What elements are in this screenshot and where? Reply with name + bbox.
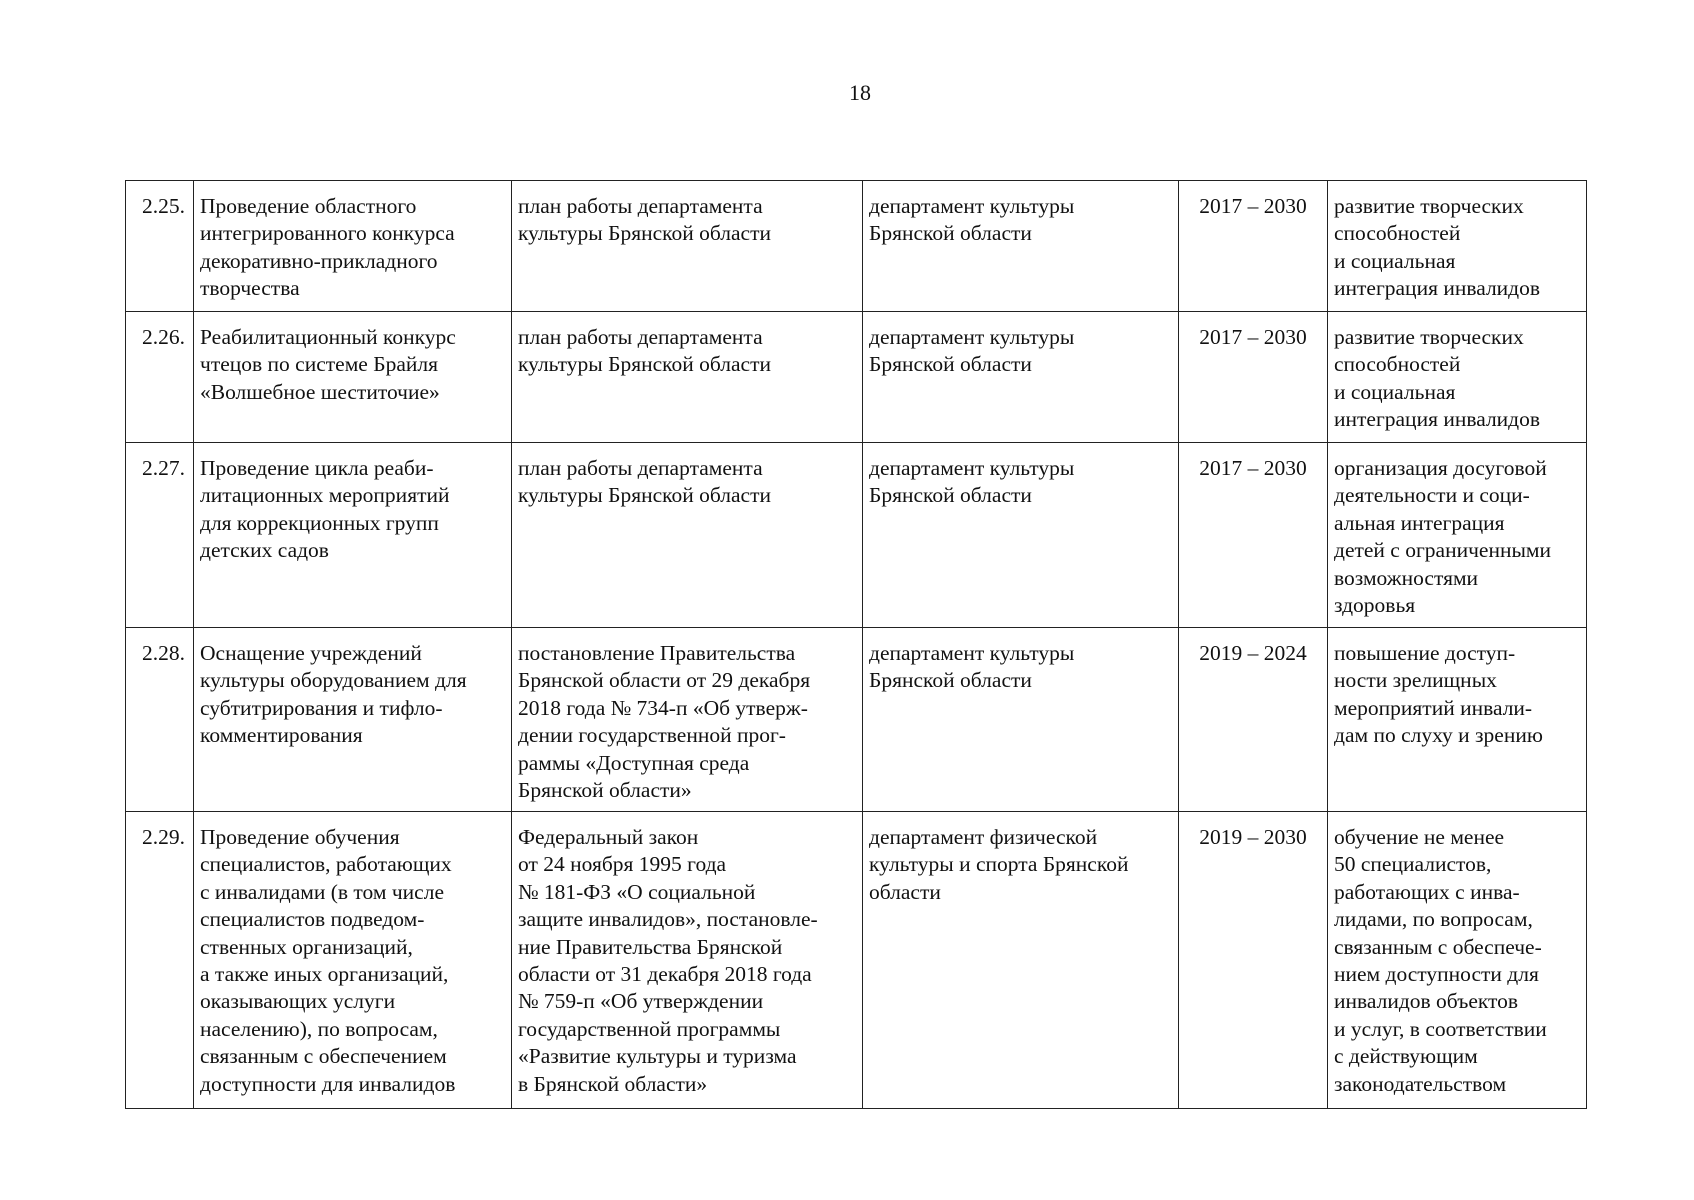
basis-cell: план работы департамента культуры Брянской области	[512, 443, 863, 628]
basis-cell: постановление Правительства Брянской области от 29 декабря 2018 года № 734-п «Об утверж- дении государственной прог- раммы «Доступная среда Брянской области»	[512, 628, 863, 812]
table-row	[126, 443, 1587, 628]
event-cell: Оснащение учреждений культуры оборудованием для субтитрирования и тифло- комментирования	[194, 628, 512, 812]
row-number: 2.26.	[126, 312, 194, 443]
measures-table	[125, 180, 1587, 1109]
event-cell: Проведение областного интегрированного конкурса декоративно-прикладного творчества	[194, 181, 512, 312]
executor-cell: департамент культуры Брянской области	[863, 181, 1179, 312]
table-row	[126, 812, 1587, 1109]
executor-cell: департамент культуры Брянской области	[863, 628, 1179, 812]
period-cell: 2017 – 2030	[1179, 312, 1328, 443]
period-cell: 2019 – 2030	[1179, 812, 1328, 1109]
event-cell: Реабилитационный конкурс чтецов по системе Брайля «Волшебное шеститочие»	[194, 312, 512, 443]
table-row	[126, 628, 1587, 812]
basis-cell: план работы департамента культуры Брянской области	[512, 181, 863, 312]
period-cell: 2019 – 2024	[1179, 628, 1328, 812]
row-number: 2.29.	[126, 812, 194, 1109]
event-cell: Проведение цикла реаби- литационных мероприятий для коррекционных групп детских садов	[194, 443, 512, 628]
result-cell: организация досуговой деятельности и соци- альная интеграция детей с ограниченными возможностями здоровья	[1328, 443, 1587, 628]
page-number: 18	[849, 80, 871, 105]
result-cell: повышение доступ- ности зрелищных мероприятий инвали- дам по слуху и зрению	[1328, 628, 1587, 812]
row-number: 2.27.	[126, 443, 194, 628]
result-cell: обучение не менее 50 специалистов, работающих с инва- лидами, по вопросам, связанным с обеспече- нием доступности для инвалидов объектов и услуг, в соответствии с действующим законодательством	[1328, 812, 1587, 1109]
event-cell: Проведение обучения специалистов, работающих с инвалидами (в том числе специалистов подведом- ственных организаций, а также иных организаций, оказывающих услуги населению), по вопросам, связанным с обеспечением доступности для инвалидов	[194, 812, 512, 1109]
basis-cell: Федеральный закон от 24 ноября 1995 года № 181-ФЗ «О социальной защите инвалидов», постановле- ние Правительства Брянской области от 31 декабря 2018 года № 759-п «Об утверждении государственной программы «Развитие культуры и туризма в Брянской области»	[512, 812, 863, 1109]
basis-cell: план работы департамента культуры Брянской области	[512, 312, 863, 443]
period-cell: 2017 – 2030	[1179, 181, 1328, 312]
table-row	[126, 181, 1587, 312]
result-cell: развитие творческих способностей и социальная интеграция инвалидов	[1328, 312, 1587, 443]
result-cell: развитие творческих способностей и социальная интеграция инвалидов	[1328, 181, 1587, 312]
table-row	[126, 312, 1587, 443]
executor-cell: департамент физической культуры и спорта Брянской области	[863, 812, 1179, 1109]
executor-cell: департамент культуры Брянской области	[863, 312, 1179, 443]
executor-cell: департамент культуры Брянской области	[863, 443, 1179, 628]
period-cell: 2017 – 2030	[1179, 443, 1328, 628]
row-number: 2.25.	[126, 181, 194, 312]
row-number: 2.28.	[126, 628, 194, 812]
